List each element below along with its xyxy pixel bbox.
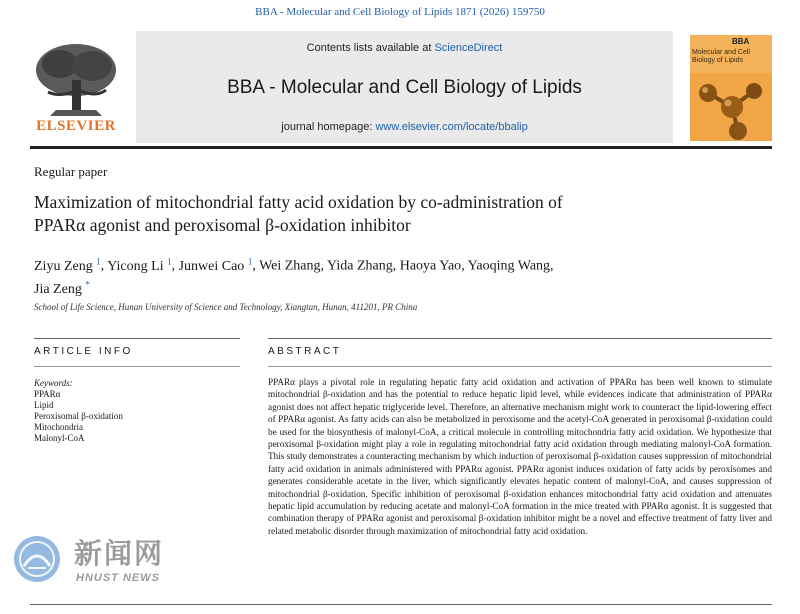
keyword: PPARα [34, 389, 61, 399]
author[interactable]: Jia Zeng * [34, 279, 90, 298]
article-info-subrule [34, 366, 240, 367]
author[interactable]: Haoya Yao [399, 258, 462, 274]
keyword: Mitochondria [34, 422, 83, 432]
author[interactable]: Wei Zhang [259, 258, 321, 274]
author[interactable]: Yaoqing Wang [467, 258, 551, 274]
abstract-rule [268, 338, 772, 339]
journal-name: BBA - Molecular and Cell Biology of Lipids [227, 77, 582, 98]
author[interactable]: Yicong Li $^1$ [107, 256, 172, 274]
hnust-news-watermark [12, 528, 182, 594]
footer-rule [30, 604, 772, 605]
homepage-line: journal homepage: www.elsevier.com/locate/bbalip [281, 121, 528, 133]
keywords-list [34, 378, 123, 444]
author[interactable]: Ziyu Zeng $^1$ [34, 256, 101, 274]
sciencedirect-link[interactable]: ScienceDirect [434, 42, 503, 54]
cover-title: Molecular and Cell Biology of Lipids [692, 49, 750, 64]
keyword: Lipid [34, 400, 54, 410]
author[interactable]: Yida Zhang [327, 258, 393, 274]
abstract-text: PPARα plays a pivotal role in regulating hepatic fatty acid oxidation and activation of PPARα has been well known to stimulate mitochondrial β-oxidation and has the potential to reduce hepatic lipid level, while evidences indicate that administration of PPARα agonist does not affect hepatic triglyceride level. Therefore, an alternative mechanism might work to counteract the lipid-lowering effect of PPARα agonist. As fatty acids can also be metabolized in peroxisome and the acetyl-CoA generated in peroxisomal β-oxidation could be used for the biosynthesis of malonyl-CoA, a critical molecule in controlling mitochondria fatty acid oxidation. We hypothesize that peroxisomal β-oxidation might play a role in regulating mitochondrial fatty acid oxidation through mediating malonyl-CoA formation. This study demonstrates a counteracting mechanism by which induction of peroxisomal β-oxidation causes suppression of mitochondrial fatty acid oxidation in animals administered with PPARα agonist. PPARα agonist induces oxidation of fatty acids by peroxisomes and generates considerable acetate in the liver, which significantly elevates hepatic content of malonyl-CoA, and causes suppression of mitochondrial β-oxidation. Specific inhibition of peroxisomal β-oxidation enhances mitochondrial fatty acid oxidation and attenuates hepatic lipid accumulation by reducing acetate and malonyl-CoA formation in the mice treated with PPARα agonist. It is suggested that combination therapy of PPARα agonist and peroxisomal β-oxidation inhibitor might be a novel and effective treatment of fatty liver and related metabolic disorder through maximization of mitochondrial fatty acid oxidation. [268, 377, 772, 536]
title-line-1: Maximization of mitochondrial fatty acid oxidation by co-administration of [34, 192, 563, 212]
paper-type: Regular paper [34, 164, 108, 179]
article-info-heading: ARTICLE INFO [34, 346, 133, 357]
journal-citation[interactable]: BBA - Molecular and Cell Biology of Lipids 1871 (2026) 159750 [255, 6, 545, 18]
keywords-label: Keywords: [34, 378, 73, 388]
author[interactable]: Junwei Cao $^1$ [178, 256, 253, 274]
article-info-rule [34, 338, 240, 339]
contents-line: Contents lists available at ScienceDirect [306, 42, 503, 54]
keyword: Malonyl-CoA [34, 433, 85, 443]
cover-molecule-art [690, 73, 772, 141]
author-list: Ziyu Zeng $^1$, Yicong Li $^1$, Junwei Cao $^1$, Wei Zhang, Yida Zhang, Haoya Yao, Yaoqing Wang, Jia Zeng * [34, 256, 554, 298]
corresponding-author-marker[interactable]: * [85, 279, 90, 290]
journal-homepage-link[interactable]: www.elsevier.com/locate/bbalip [375, 121, 528, 133]
watermark-cn-text: 新闻网 [74, 537, 165, 570]
author-note-marker[interactable]: 1 [167, 256, 172, 266]
title-line-2: PPARα agonist and peroxisomal β-oxidation inhibitor [34, 215, 411, 235]
cover-badge: BBA [732, 37, 750, 46]
journal-cover-thumbnail[interactable] [690, 35, 772, 141]
journal-masthead [136, 31, 673, 143]
author-note-marker[interactable]: 1 [247, 256, 253, 266]
abstract-heading: ABSTRACT [268, 346, 342, 357]
abstract-subrule [268, 366, 772, 367]
affiliation: School of Life Science, Hunan University of Science and Technology, Xiangtan, Hunan, 411201, PR China [34, 302, 418, 312]
keyword: Peroxisomal β-oxidation [34, 411, 123, 421]
watermark-en-text: HNUST NEWS [76, 572, 160, 584]
paper-title [34, 191, 734, 237]
header-divider [30, 146, 772, 149]
hnust-emblem-icon [12, 534, 62, 584]
elsevier-wordmark: ELSEVIER [36, 118, 116, 134]
author-note-marker[interactable]: 1 [96, 256, 101, 266]
